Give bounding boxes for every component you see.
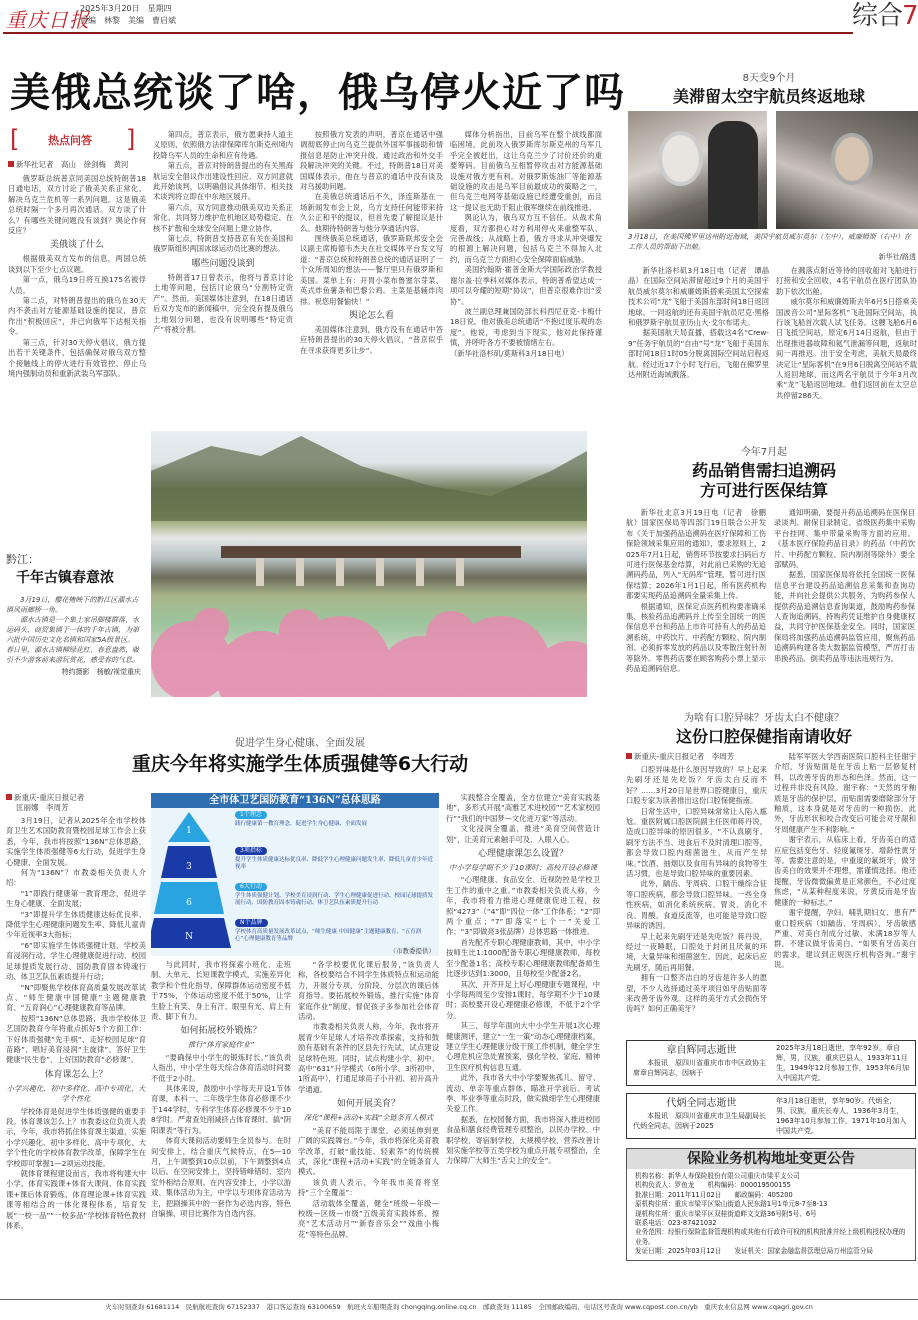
- astronaut-photo-left: [628, 111, 767, 229]
- paragraph: 媒体分析指出，目前乌军在整个战线都面临困境，此前攻入俄罗斯库尔斯克州的乌军几乎完全被赶出，这让乌克兰少了讨价还价的重要筹码。目前俄乌互相暂停攻击对方能源基础设施对俄方更有利。对俄罗斯炼油厂等能源基础设施的攻击是乌军目前最成功的策略之一，但乌克兰电网等基础设施已经遭受重创，而且这一提议也无助于阻止俄军继续在前线推进。: [450, 130, 602, 212]
- section-label: [852, 0, 918, 32]
- space-story: [620, 72, 918, 107]
- paragraph: “要确保中小学生的锻炼时长。”该负责人指出，中小学生每天综合体育活动时间要不低于2小时。: [151, 1052, 291, 1083]
- subheading: 如何开展美育？: [336, 1099, 400, 1110]
- byline: [6, 793, 146, 803]
- notice-line: 联系电话：023-87421032: [635, 1219, 717, 1228]
- paragraph: 第一点，俄乌19日将互换175名被俘人员。: [8, 275, 146, 295]
- lead-col-4: [450, 130, 602, 359]
- pyramid-tier-label: 3: [186, 862, 192, 872]
- notice-line: 业务范围：经银行保险监督管理机构或其他有行政许可权的机构批准并经上级机构授权办理的业务。: [635, 1228, 906, 1246]
- paragraph: 谢宇表示，从临床上看，牙齿美白的适应症包括变色牙、轻度氟斑牙、增龄性黄牙等。需要注意的是，中重度的氟斑牙，做牙齿美白的效果并不理想，需谨慎选择。他还提醒，牙齿微微偏黄是正常颜色，不必过度焦虑，“从某种程度来说，牙黄反而是牙齿健康的一种标志。”: [774, 835, 916, 907]
- paragraph: 第四点，普京表示，俄方愿秉持人道主义原则，依照俄方法律保障库尔斯克州境内投降乌军人员的生命和应有待遇。: [153, 130, 293, 160]
- paragraph: 据悉，在校园餐方面，我市将深入推进校园食品和膳食经费管理专项整治，以民办学校、中职学校、寄宿制学校、大规模学校、营养改善计划实施学校等五类学校为重点开展专项整治，全力保障广大师生“舌尖上的安全”。: [446, 1114, 600, 1166]
- space-credit: 新华社/路透: [878, 253, 916, 261]
- lead-headline: 美俄总统谈了啥，俄乌停火近了吗: [10, 70, 625, 116]
- paragraph: 舆论认为，俄乌双方互不信任。从战术角度看，双方都担心对方利用停火来重整军队、完善战线；从战略上看，俄方寻求从冲突爆发的根源上解决问题，包括乌克兰不得加入北约，而乌克兰方面担心安全保障面临威胁。: [450, 213, 602, 264]
- paragraph: 文化浸润全覆盖，推进“美育空间营造计划”，让美育元素触手可及、入眼入心。: [446, 824, 600, 844]
- obituary-1: [626, 1040, 916, 1086]
- bridge-piers: [256, 558, 464, 586]
- drug-kicker: 今年7月起: [740, 447, 788, 458]
- bracket-right-icon: ]: [126, 125, 136, 153]
- subheading: 哪些问题没谈到: [191, 258, 255, 269]
- subheading-secondary: 中小学每学期不少于10课时；高校开设必修课: [449, 863, 597, 873]
- paragraph: “美育不能局限于课堂，必须延伸到更广阔的实践舞台。”今年，我市将深化美育教学改革，打破“重技能、轻素养”的传统模式，深化“课程+活动+实践”的全链条育人模式。: [298, 1125, 439, 1177]
- notice-line: 机构负责人：罗鱼龙 机构编码：000019500155: [635, 1181, 791, 1190]
- helmet-shape: [831, 133, 873, 185]
- obituary-title: 代炳全同志逝世: [666, 1098, 737, 1109]
- paragraph: 据美国航天局直播，搭载这4名“Crew-9”任务宇航员的“自由”号“龙”飞船于美国东部时间18日1时05分脱离国际空间站启程返航。经过近17个小时飞行后，飞船在佛罗里达州附近海域溅落。: [628, 328, 769, 380]
- paragraph: 市教委相关负责人称，今年，我市将开展青少年足球人才培养改革探索，支持和鼓励有基础有条件的区县先行先试，试点建设足球特色班。同时，试点构建小学、初中、高中“631”升学模式（6所小学、3所初中、1所高中），打通足球苗子小升初、初升高升学通道。: [298, 1022, 439, 1094]
- paragraph: 濯水古镇是一个集土家吊脚楼群落、水运码头、商贸集镇于一体的千年古镇，为第六批中国历史文化名镇和国家5A级景区。春日里，濯水古镇柳绿花红、春意盎然，吸引不少游客前来游玩赏花，感受春的气息。: [6, 616, 139, 664]
- oral-col-2: [774, 752, 916, 971]
- tier-tag: N个品牌: [235, 919, 268, 927]
- bullet-icon: [626, 753, 632, 759]
- paragraph: 根据通知，医保定点医药机构要准确采集、核验药品追溯码并上传至全国统一的医保信息平台和药品上市许可持有人的药品追溯系统，中药饮片、中药配方颗粒、院内制剂、必须拆零发放的药品以及零散注射针剂等除外。零售药店要在顾客购药小票上显示药品追溯码信息。: [626, 601, 766, 674]
- pyramid-tier-label: 6: [186, 898, 192, 908]
- paragraph: “各学校要优化课后服务，”该负责人称，各校要结合不同学生体质特点和运动能力，开展分专项、分阶段、分层次的课后体育指导。要拓展校外锻炼，推行实施“体育家庭作业”制度，督促孩子多参加社会体育活动。: [298, 960, 439, 1022]
- obituary-2: [626, 1093, 916, 1139]
- space-col-1: [628, 266, 769, 380]
- paragraph: 早上起来先刷牙还是先吃饭？蒋丹说，经过一夜睡眠，口腔处于封闭且厌氧的环境，大量异味和细菌滋生。因此，起床后应先刷牙，随后再用餐。: [626, 931, 767, 972]
- tier-tag: 6大行动: [235, 883, 267, 891]
- notice-line: 发证日期：2025年03月12日 发证机关：国家金融监督管理总局万州监管分局: [635, 1247, 873, 1256]
- paragraph: 按照“136N”总体思路，我市学校体卫艺国防教育今年将重点抓好5个方面工作：下好体质强健“先手棋”、走好校园足球“育苗路”、唱好美育浸润“主旋律”、答好卫生健康“民生卷”、上好国防教育“必修课”。: [6, 1013, 146, 1065]
- column-tag: [10, 126, 138, 156]
- pyramid-tier-label: 1: [186, 826, 192, 836]
- sports-kicker: 促进学生身心健康、全面发展: [235, 738, 365, 749]
- cherry-blossom-shapes: [151, 608, 587, 697]
- paragraph: 具体来说，鼓励中小学每天开设1节体育课，本科一、二年级学生体育必修课不少于144学时，专科学生体育必修课不少于108学时。严肃查处削减挤占体育课时、搞“阴阳课表”等行为。: [151, 1084, 291, 1135]
- ancient-town-photo: [151, 431, 587, 697]
- obituary-text: 年3月18日逝世，享年90岁。代炳全，男，汉族，重庆长寿人，1936年3月生，1963年10月参加工作，1971年10月加入中国共产党。: [775, 1097, 907, 1135]
- paragraph: “N”即聚焦学校体育高质量发展改革试点、“师生健康中国健康”主题健康教育、“五育润心”心理健康教育等品牌。: [6, 982, 146, 1013]
- drug-col-2: [774, 508, 915, 664]
- paragraph: 俄罗斯总统普京同美国总统特朗普18日通电话，双方讨论了俄美关系正常化、解决乌克兰危机等一系列问题。这是俄美总统时隔一个多月再次通话。双方谈了什么？有哪些关键问题没有谈到？舆论作何反应？: [8, 174, 146, 236]
- lead-col-2: [153, 130, 293, 335]
- tier-tag: 3项指标: [235, 847, 267, 855]
- byline-text: 新重庆-重庆日报记者 李周芳: [634, 752, 735, 761]
- bracket-left-icon: [: [10, 125, 20, 153]
- column-tag-label: 热点问答: [48, 134, 92, 147]
- paragraph: 实践整合全覆盖，全方位建立“美育实践基地”，多形式开展“高雅艺术进校园”“艺术家校园行”“我们的中国梦—文化进万家”等活动。: [446, 793, 600, 823]
- space-col-2: [776, 266, 917, 401]
- sports-headline: 重庆今年将实施学生体质强健等6大行动: [131, 753, 469, 775]
- sports-col-1: [6, 793, 146, 1231]
- infographic-source: （市教委提供）: [389, 947, 435, 955]
- insurance-notice: [626, 1148, 916, 1261]
- tier-description: 提升学生体质健康达标优良率、降低学生心理健康问题发生率、降低儿童青少年近视率: [235, 857, 434, 870]
- paragraph: 波兰副总理兼国防部长科西尼亚克-卡梅什18日说，他对俄美总统通话“不抱过度乐观的态度”。他说，考虑到当下现实，他对此保持谨慎，并呼吁各方不要被情绪左右。: [450, 306, 602, 348]
- paragraph: 就体育课程建设而言，我市将构建大中小学、体育实践课+体育大课间、体育实践课+课后体育锻炼、体育理论课+体育实践课等相结合的一体化课程体系，培育发展“一校一品”“一校多品”学校体育特色教材体系。: [6, 1169, 146, 1231]
- paragraph: 口腔异味是什么原因导致的？早上起来先刷牙还是先吃饭？牙齿太白反而不好？……3月20日是世界口腔健康日，重庆口腔专家为读者推出这份口腔保健指南。: [626, 765, 767, 806]
- page-number: 7: [902, 1, 918, 31]
- space-caption: 3月18日，在美国佛罗里达州附近海域，美国宇航员威尔莫尔（左中）、威廉姆斯（右中）在工作人员的帮助下出舱。: [628, 233, 911, 251]
- oral-kicker: 为啥有口腔异味？牙齿太白不健康？: [684, 713, 844, 724]
- obituary-title: 章自辉同志逝世: [666, 1045, 737, 1056]
- paragraph: 第三点，针对30天停火倡议，俄方提出若干关键条件，包括确保对俄乌双方整个接触线上的停火进行有效管控、停止乌境内强制动员和重新武装乌军部队。: [8, 337, 146, 378]
- byline-names: 匡丽娜 李周芳: [16, 803, 69, 812]
- bullet-icon: [8, 161, 14, 167]
- notice-body: [627, 1169, 915, 1260]
- paragraph: “心理健康、食品安全、近视防控是学校卫生工作的重中之重。”市教委相关负责人称，今年，我市将着力推进心理健康促进工程，按照“4273”（“4”即“四位一体”工作体系；“2”即两个重点；“7”即落实“七个一”关爱工作；“3”即做亮3张品牌）总体思路一体推进。: [446, 875, 600, 937]
- photo-feature-text: [6, 553, 141, 677]
- paragraph: “6”即实施学生体质强健计划、学校美育浸润行动、学生心理健康促进行动、校园足球提质发展行动、国防教育固本铸魂行动、体卫艺队伍素质提升行动；: [6, 940, 146, 982]
- drug-col-1: [626, 508, 766, 675]
- subheading-secondary: 小学兴趣化、初中多样化、高中专项化、大学个性化: [6, 1083, 146, 1104]
- paragraph: 围绕俄美总统通话，俄罗斯联邦安全会议副主席梅德韦杰夫在社交媒体平台发文写道：“普京总统和特朗普总统的通话证明了一个众所周知的想法——餐厅里只有俄罗斯和美国。菜单上有：开胃小菜布鲁塞尔芽菜、英式炸鱼薯条和巴黎公鸡。主菜是基辅炸肉排。祝您用餐愉快！”: [300, 234, 443, 306]
- paragraph: 根据俄美双方发布的信息，两国总统谈到以下至少七点议题。: [8, 254, 146, 274]
- editors: 责编 林黎 美编 曹启斌: [80, 16, 176, 25]
- drug-story: [610, 446, 918, 501]
- paragraph: 体育大课间活动要师生全员参与。在时间安排上，结合重庆气候特点，在5—10月，上午调整到10点以前，下午调整到4点以后。在空间安排上，坚持错峰错时、室内室外相结合原则。在内容安排上，小学以游戏、集体活动为主，中学以专项体育活动为主，把剧操其中的一套作为必选内容，特色自编操、项目比赛作为自选内容。: [151, 1136, 291, 1218]
- paragraph: 在溅落点附近等待的回收船对飞船进行打捞和安全回收，4名宇航员在医疗团队协助下依次出舱。: [776, 266, 917, 296]
- paragraph: 新华社洛杉矶3月18日电（记者 谭晶晶）在国际空间站滞留超过9个月的美国宇航员威尔莫尔和威廉姆斯搭乘美国太空探索技术公司“龙”飞船于美国东部时间18日返回地球。一同返航的还有美国宇航员尼克·黑格和俄罗斯宇航员亚历山大·戈尔布诺夫。: [628, 266, 769, 328]
- paragraph: 其三，每学年面向大中小学生开展1次心理健康测评，建立“一生一策”动态心理健康档案，建立学生心理健康分级干预工作机制，健全学生心理危机应急处置预案，强化学校、家庭、精神卫生医疗机构信息互通。: [446, 1021, 600, 1072]
- bridge-shape: [221, 546, 521, 558]
- sports-col-3: [298, 960, 439, 1240]
- photo-headline: 千年古镇春意浓: [16, 570, 114, 586]
- paragraph: 拥有一口整齐洁白的牙齿是许多人的愿望，不少人选择通过美牙项目如牙齿贴面等来改善牙齿外观。这样的美牙方式会损伤牙齿吗？如何正确美牙？: [626, 973, 767, 1014]
- astronaut-photo-right: [776, 111, 918, 229]
- paragraph: 第六点，双方同意推动俄美双边关系正常化、共同努力维护危机地区局势稳定、在核不扩散和全球安全问题上建立协作。: [153, 202, 293, 233]
- paragraph: 首先配齐专职心理健康教师，其中，中小学按师生比1:1000配备专职心理健康教师，每校至少配备1名；高校专职心理健康教师配备师生比逐步达到1:3000，且每校至少配备2名。: [446, 937, 600, 979]
- paragraph: 3月19日，樱花掩映下的黔江区濯水古镇风雨廊桥一角。: [6, 596, 139, 614]
- obituary-text: 本报讯 原四川省重庆市市中区政协主席章自辉同志，因病于: [633, 1059, 766, 1077]
- paragraph: 新华社北京3月19日电（记者 徐鹏航）国家医保局等四部门19日联合公开发布《关于加强药品追溯码在医疗保障和工伤保险领域采集应用的通知》，要求原则上，2025年7月1日起，销售环节按要求扫码后方可进行医保基金结算，对此前已采购的无追溯码药品，列入“无码库”管理，暂可进行医保结算；2026年1月1日起，所有医药机构都要实现药品追溯码全量采集上传。: [626, 508, 766, 601]
- paragraph: 据悉，国家医保局将依托全国统一医保信息平台建设药品追溯信息采集和查询功能，并向社会提供公共服务，为购药参保人提供药品追溯信息查询渠道，鼓励购药参保人查询追溯码，持购药凭证维护自身健康权益，共同守护医保基金安全。同时，国家医保局将加强药品追溯码监管应用，聚焦药品追溯码构建各类大数据监管模型，严厉打击串换药品、倒卖药品等违法违规行为。: [774, 570, 915, 663]
- tier-tag: 1个理念: [235, 811, 267, 819]
- section-name: 综合: [852, 1, 903, 31]
- paragraph: 通知明确，要提升药品追溯码在医保目录谈判、耐保目录制定、省级医药集中采购平台挂网、集中带量采购等方面的应用。《基本医疗保险药品目录》的药品（中药饮片、中药配方颗粒、院内制剂等除外）要全部赋码。: [774, 508, 915, 570]
- oral-col-1: [626, 752, 767, 1015]
- photo-place: 黔江：: [6, 553, 39, 566]
- paragraph: 日常生活中，口腔异味常常让人陷入尴尬。重医附属口腔医院副主任医师蒋丹说，造成口腔异味的原因很多，“不认真刷牙、刷牙方法不当、进食后不及时清理口腔等，都会导致口腔内细菌滋生，从而产生异味。”饮酒、抽烟以及食用有异味的食物等生活习惯，也是导致口腔异味的重要因素。: [626, 806, 767, 879]
- paragraph: 第七点，特朗普支持普京有关在美国和俄罗斯组织两国冰球运动员比赛的想法。: [153, 234, 293, 254]
- dateline: （新华社洛杉矶/莫斯科3月18日电）: [450, 348, 569, 358]
- paragraph: 谢宇提醒，孕妇、哺乳期妇女、患有严重口腔疾病（如龋齿、牙周病）、牙齿敏感严重、对美白剂成分过敏、未满18岁等人群，不建议做牙齿美白。“如果有牙齿美白的需求，建议到正规医疗机构咨询。”谢宇说。: [774, 908, 916, 970]
- infographic-136n: [151, 793, 439, 956]
- sports-col-2: [151, 960, 291, 1219]
- subheading: 舆论怎么看: [348, 310, 394, 321]
- notice-line: 批准日期：2011年11月02日 邮政编码：405200: [635, 1190, 793, 1199]
- subheading: 如何拓展校外锻炼？: [180, 1026, 262, 1037]
- paragraph: 特朗普17日曾表示，他将与普京讨论土地等问题，包括讨论俄乌“分割特定资产”。然而，美国媒体注意到，在18日通话后双方发布的新闻稿中，完全没有提及俄乌土地划分问题，也没有说明哪些“特定资产”将被分割。: [153, 272, 293, 334]
- oral-headline: 这份口腔保健指南请收好: [675, 727, 852, 746]
- paragraph: 威尔莫尔和威廉姆斯去年6月5日搭乘美国波音公司“星际客机”飞赴国际空间站，执行该飞船首次载人试飞任务。这艘飞船6月6日飞抵空间站，原定6月14日返航，但由于出现推进器故障和氦气泄漏等问题，返航时间一再推迟。出于安全考虑，美航天局最终决定让“星际客机”在9月6日脱离空间站不载人返回地球，而这两名宇航员于今年3月改乘“龙”飞船返回地球。他们返回前在太空总共停留286天。: [776, 297, 917, 400]
- space-kicker: 8天变9个月: [742, 73, 796, 84]
- paragraph: 第五点，普京对特朗普提出的有关黑海航运安全倡议作出建设性回应。双方同意就此开始谈判，以明确倡议具体细节。相关技术谈判将立即在中东地区展开。: [153, 161, 293, 202]
- lead-col-3: [300, 130, 443, 356]
- paragraph: 活动载体全覆盖，健全“班级—年级—校级—区级—市级”五级美育实践体系，擦亮“艺术活动月”“新春音乐会”“戏曲小梅花”等特色品牌。: [298, 1198, 439, 1239]
- oral-story: [610, 712, 918, 747]
- mountain-shape: [151, 436, 587, 521]
- paragraph: 其次，开齐开足上好心理健康专题课程，中小学每两周至少安排1课时，每学期不少于10课时；高校要开设心理健康必修课，不低于2个学分。: [446, 979, 600, 1020]
- newspaper-logo: 重庆日报: [6, 8, 90, 32]
- pyramid-tier-label: N: [185, 932, 193, 942]
- paragraph: 第二点，对特朗普提出的俄乌在30天内不袭击对方能源基础设施的提议，普京作出“积极回应”，并已向俄军下达相关指令。: [8, 296, 146, 337]
- footer-services: 火车时刻查询 61681114 民航航班查询 67152337 港口客运查询 63100659 航班火车船期查询 chongqing.online.cq.cn 邮政查询 11185 全国邮政编码、电话区号查询 www.cqpost.con.cn/yb 重庆农业信息网 www.cqagri.gov.cn: [105, 1303, 813, 1311]
- infographic-body: [151, 808, 439, 956]
- lead-col-1: [8, 160, 146, 379]
- bullet-icon: [6, 794, 12, 800]
- byline: [626, 752, 767, 762]
- byline: [8, 160, 146, 170]
- masthead-rule: [3, 32, 853, 34]
- photo-credit: 特约摄影 杨敏/视觉重庆: [61, 668, 141, 676]
- sports-story: [0, 737, 600, 776]
- obituary-text: 本报讯 原四川省重庆市卫生局副局长代炳全同志，因病于2025: [633, 1112, 766, 1130]
- paragraph: “1”即践行健康第一教育理念，促进学生身心健康、全面发展；: [6, 888, 146, 909]
- tier-description: 学校体育高质量发展改革试点、“师生健康 中国健康”主题健康教育、“五育润心”心理健康教育等品牌: [235, 929, 422, 942]
- worker-shape: [708, 121, 758, 229]
- byline-text: 新华社记者 高山 徐剑梅 黄河: [16, 160, 129, 169]
- sports-col-4: [446, 793, 600, 1167]
- subheading: 美俄谈了什么: [49, 240, 104, 251]
- helmet-shape: [658, 131, 703, 186]
- notice-line: 现机构住所：重庆市梁平区双桂街道畔文支路36号附5号、6号: [635, 1209, 817, 1218]
- notice-line: 原机构住所：重庆市梁平区梁山街道人民东路1号1单元8-7至8-13: [635, 1200, 828, 1209]
- paragraph: 该负责人表示，今年我市美育将坚持“三个全覆盖”：: [298, 1177, 439, 1198]
- space-headline: 美滞留太空宇航员终返地球: [672, 87, 865, 106]
- infographic-title: 全市体卫艺国防教育“136N”总体思路: [151, 793, 439, 808]
- subheading: 体育课怎么上？: [44, 1069, 108, 1080]
- obituary-text: 2025年3月18日逝世，享年92岁。章自辉，男，汉族，重庆巴县人，1933年11月生，1949年12月参加工作，1953年6月加入中国共产党。: [775, 1044, 909, 1082]
- drug-headline-line2: 方可进行医保结算: [699, 481, 828, 500]
- paragraph: 此外，龋齿、牙周病、口腔干燥综合征等口腔疾病，都会导致口腔异味。一些全身性疾病，如消化系统疾病、胃炎、消化不良、胃酸、食道反流等，也可能是导致口腔异味的诱因。: [626, 879, 767, 931]
- paragraph: 在美俄总统通话后不久，泽连斯基在一场新闻发布会上说，乌方支持任何能带来持久公正和平的提议，但首先要了解提议是什么。他期待特朗普与他分享通话内容。: [300, 192, 443, 233]
- paragraph: 3月19日，记者从2025年全市学校体育卫生艺术国防教育暨校园足球工作会上获悉，今年，我市将按照“136N”总体思路，实施学生体质强健等6大行动，促进学生身心健康、全面发展。: [6, 816, 146, 867]
- paragraph: 与此同时，我市将探索小班化、走班制、大单元、长短课教学模式，实施差异化教学和个性化指导，保障群体运动密度不低于75%，个体运动密度不低于50%，让学生脸上有笑、身上有汗、眼里有光、肩上有责、脚下有力。: [151, 960, 291, 1022]
- subheading-secondary: 推行“体育家庭作业”: [188, 1040, 254, 1050]
- paragraph: 美国媒体注意到，俄方没有在通话中答应特朗普提出的30天停火倡议，“普京似乎在寻求获得更多让步”。: [300, 324, 443, 355]
- tier-description: 践行健康第一教育理念，促进学生身心健康、全面发展: [235, 821, 368, 827]
- photo-illustration: [151, 431, 587, 697]
- drug-headline-line1: 药品销售需扫追溯码: [691, 461, 836, 480]
- paragraph: 美国约翰斯·霍普金斯大学国际政治学教授谢尔盖·拉季科对媒体表示，特朗普希望达成一项可以夸耀的短期“协议”，但普京很难作出“妥协”。: [450, 265, 602, 306]
- paragraph: 学校体育是促进学生体质强健的重要手段。体育课该怎么上？市教委这位负责人表示，今年，我市将抓住体育课主渠道，实施小学兴趣化、初中多样化、高中专项化、大学个性化的学校体育教学改革，保障学生在学校即可掌握1—2项运动技能。: [6, 1106, 146, 1168]
- paragraph: 陆军军医大学西南医院口腔科主任谢宇介绍，牙齿贴面是在牙齿上粘一层修复材料，以改善牙齿的形态和色泽。然而，这一过程并非没有风险。谢宇称：“天然的牙釉质是牙齿的保护层，而贴面需要磨除部分牙釉质，这本身就是对牙齿的一种损伤。此外，牙齿形状和咬合改变后可能会对牙龈和牙周健康产生不利影响。”: [774, 752, 916, 834]
- subheading: 心理健康课怎么设置？: [477, 849, 568, 860]
- byline-text: 新重庆-重庆日报记者: [14, 793, 85, 802]
- notice-line: 机构名称：新华人寿保险股份有限公司重庆市梁平支公司: [635, 1172, 800, 1180]
- paragraph: 此外，我市各大中小学要聚焦孤儿、留守、流动、单亲等重点群体，瞄准开学前后、考试季、毕业季等重点时段，做实做细学生心理健康关爱工作。: [446, 1073, 600, 1114]
- tier-description: 学生体质强健计划、学校美育浸润行动、学生心理健康促进行动、校园足球提质发展行动、国防教育固本铸魂行动、体卫艺队伍素质提升行动: [235, 893, 434, 906]
- paragraph: 按照俄方发表的声明，普京在通话中强调彻底停止向乌克兰提供外国军事援助和情报信息是防止冲突升级、通过政治和外交手段解决冲突的关键。不过，特朗普18日对美国媒体表示，他在与普京的通话中没有谈及对乌援助问题。: [300, 130, 443, 192]
- paragraph: 何为“136N”？市教委相关负责人介绍：: [6, 868, 146, 888]
- subheading-secondary: 深化“课程+活动+实践”全链条育人模式: [303, 1113, 434, 1123]
- notice-title: 保险业务机构地址变更公告: [627, 1149, 915, 1169]
- issue-date: 2025年3月20日 星期四: [80, 4, 172, 13]
- footer-rule: [0, 1299, 918, 1300]
- paragraph: “3”即提升学生体质健康达标优良率、降低学生心理健康问题发生率、降低儿童青少年近视率3大指标；: [6, 909, 146, 940]
